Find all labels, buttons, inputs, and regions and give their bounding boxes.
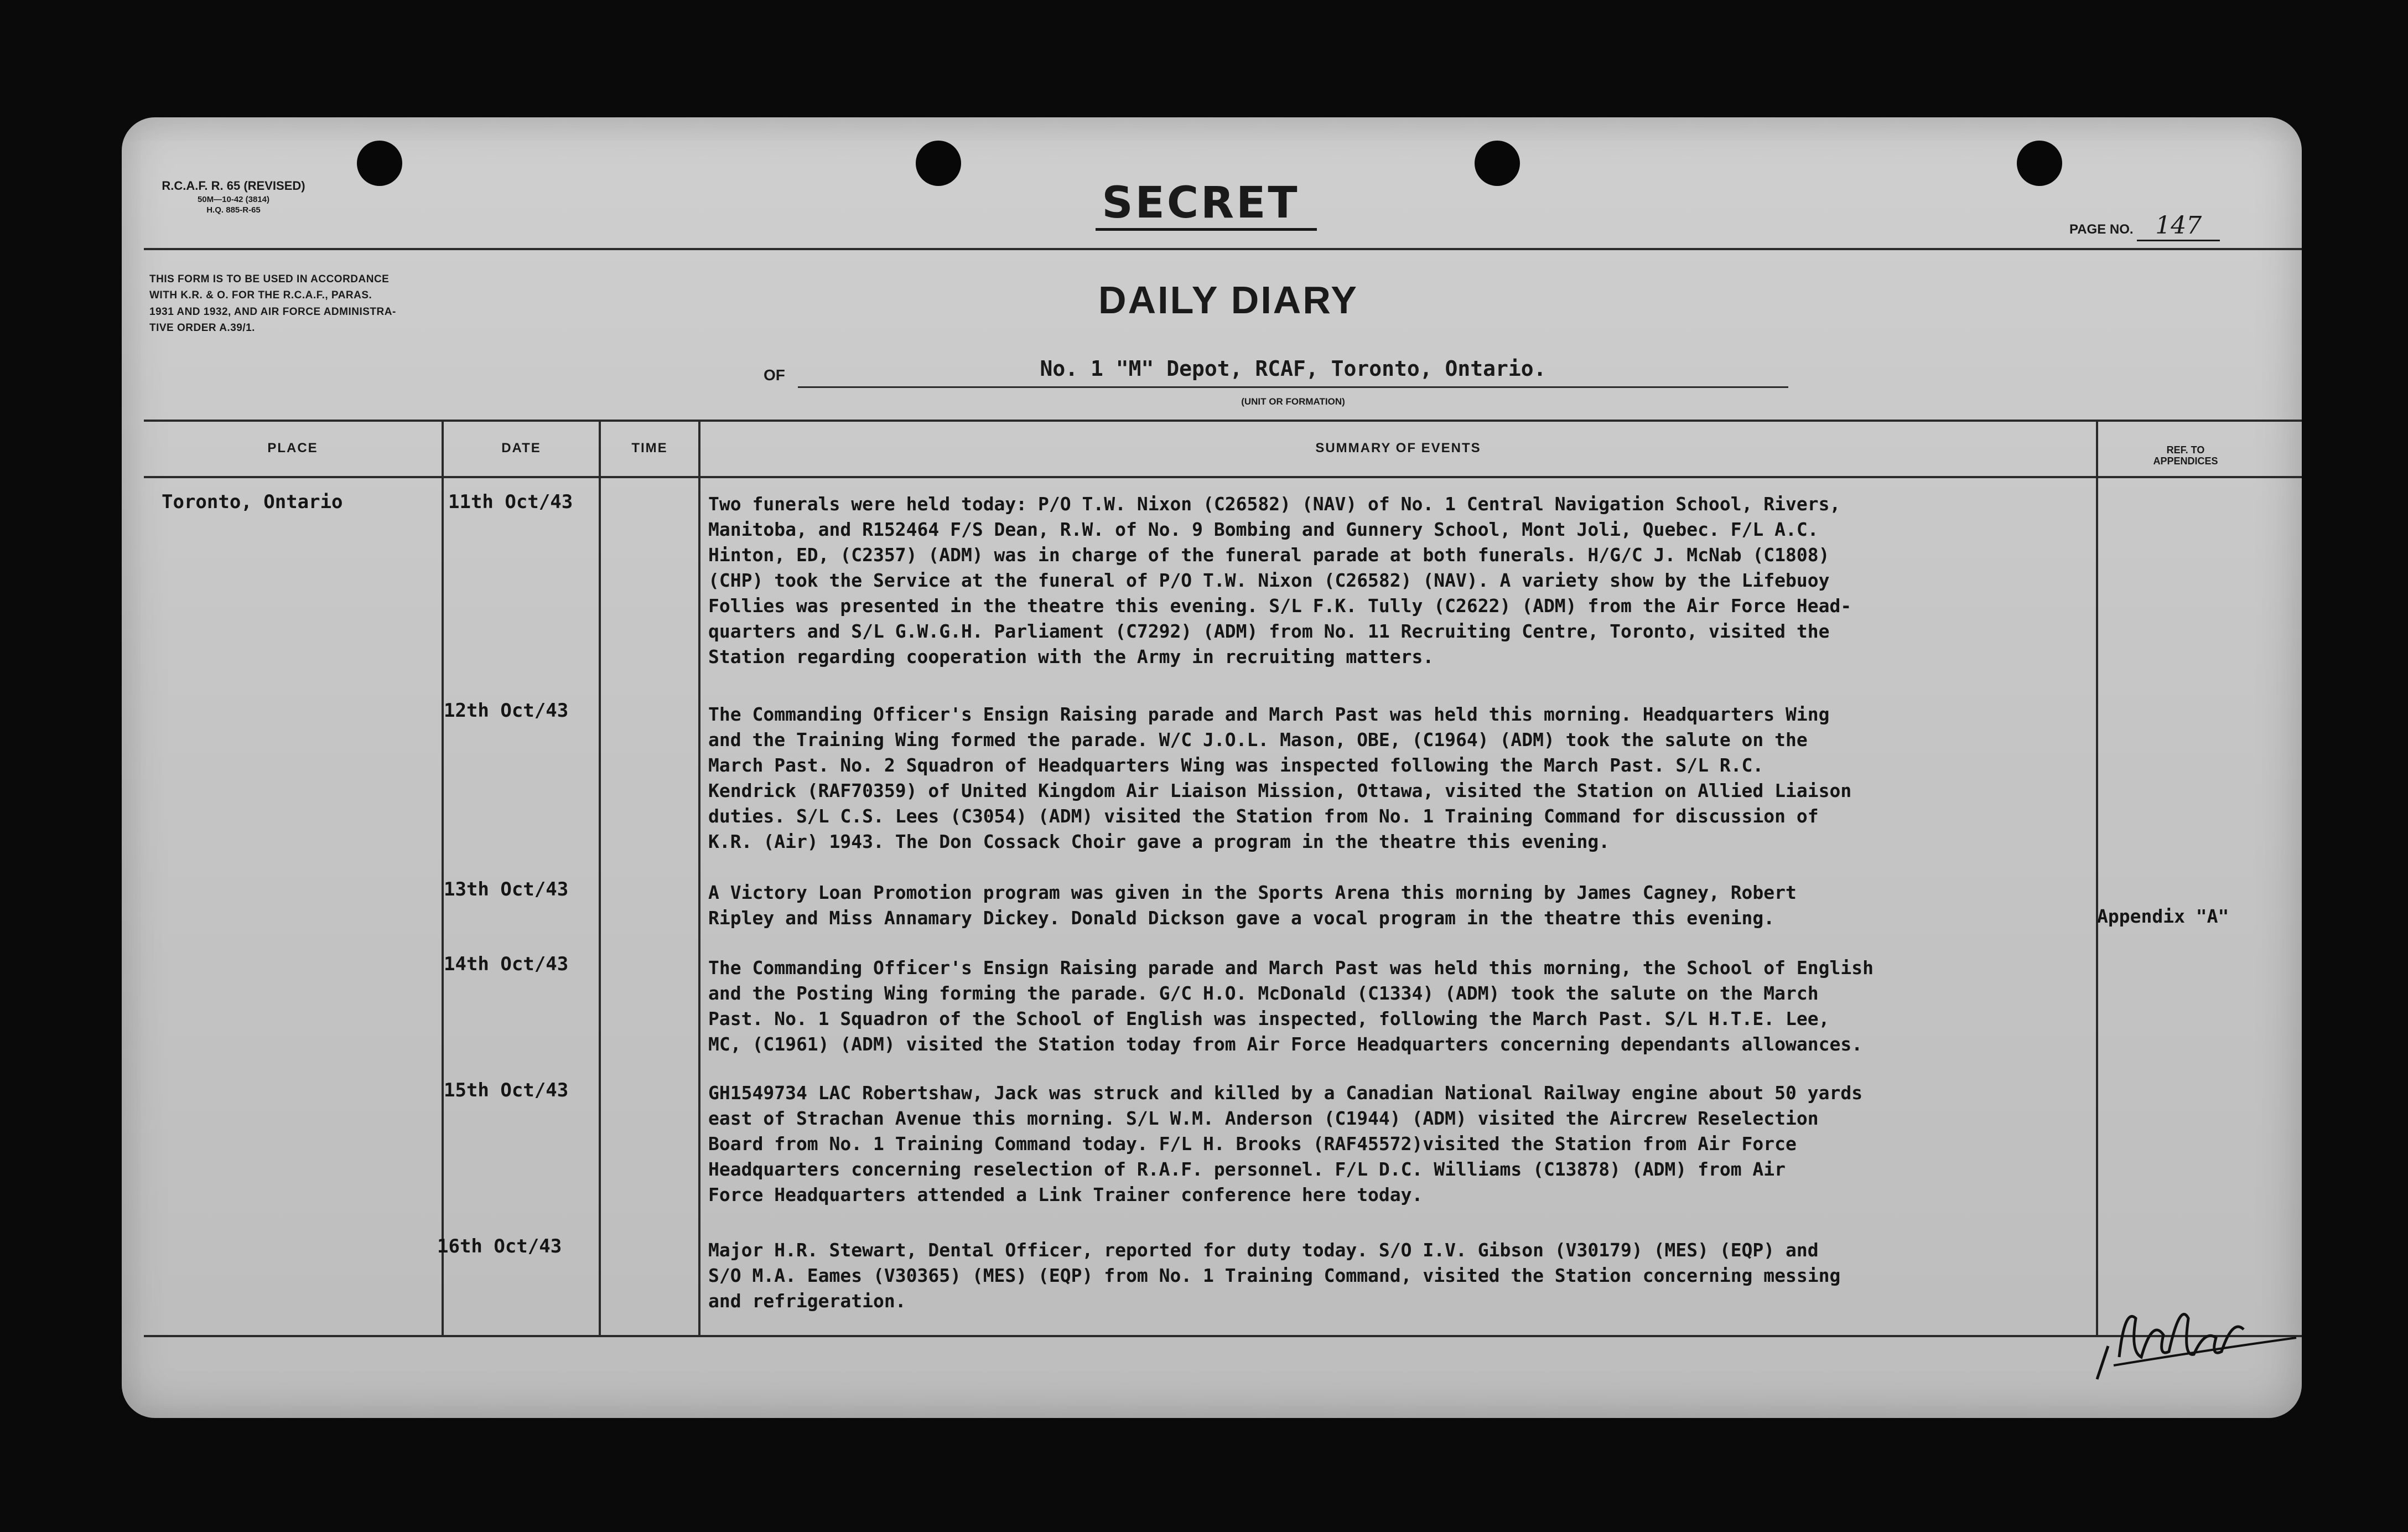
column-divider xyxy=(442,420,444,1336)
summary-line: MC, (C1961) (ADM) visited the Station today from Air Force Headquarters concerning dependants allowances. xyxy=(708,1033,1863,1055)
summary-line: Station regarding cooperation with the Army in recruiting matters. xyxy=(708,646,1434,667)
punch-hole xyxy=(1475,141,1520,186)
entry-date: 14th Oct/43 xyxy=(444,953,569,975)
summary-line: Board from No. 1 Training Command today. F/L H. Brooks (RAF45572)visited the Station from Air Force xyxy=(708,1133,1797,1155)
usage-note-line: TIVE ORDER A.39/1. xyxy=(149,322,255,334)
form-number: R.C.A.F. R. 65 (REVISED) xyxy=(162,179,305,193)
summary-line: Two funerals were held today: P/O T.W. Nixon (C26582) (NAV) of No. 1 Central Navigation School, Rivers, xyxy=(708,493,1841,515)
entry-summary xyxy=(708,1080,2097,1208)
diary-sheet xyxy=(122,117,2302,1418)
usage-note-line: WITH K.R. & O. FOR THE R.C.A.F., PARAS. xyxy=(149,289,372,302)
summary-line: and the Posting Wing forming the parade. G/C H.O. McDonald (C1334) (ADM) took the salute on the March xyxy=(708,982,1819,1004)
diary-title: DAILY DIARY xyxy=(1098,278,1358,322)
summary-line: east of Strachan Avenue this morning. S/L W.M. Anderson (C1944) (ADM) visited the Aircrew Reselection xyxy=(708,1107,1819,1129)
summary-line: (CHP) took the Service at the funeral of P/O T.W. Nixon (C26582) (NAV). A variety show by the Lifebuoy xyxy=(708,570,1830,591)
summary-line: Headquarters concerning reselection of R.A.F. personnel. F/L D.C. Williams (C13878) (ADM) from Air xyxy=(708,1158,1786,1180)
summary-line: Major H.R. Stewart, Dental Officer, reported for duty today. S/O I.V. Gibson (V30179) (MES) (EQP) and xyxy=(708,1239,1819,1261)
column-header-date: DATE xyxy=(501,441,541,456)
form-print-code: 50M—10-42 (3814) xyxy=(197,194,270,204)
summary-line: Kendrick (RAF70359) of United Kingdom Air Liaison Mission, Ottawa, visited the Station on Allied Liaison xyxy=(708,780,1852,801)
entry-date: 13th Oct/43 xyxy=(444,878,569,900)
entry-summary xyxy=(708,702,2097,855)
unit-underline xyxy=(798,386,1788,388)
appendix-reference: Appendix "A" xyxy=(2097,905,2229,927)
punch-hole xyxy=(357,141,402,186)
summary-line: The Commanding Officer's Ensign Raising parade and March Past was held this morning, the School of English xyxy=(708,957,1874,979)
column-header-appendices-line: REF. TO xyxy=(2166,444,2205,456)
entry-summary xyxy=(708,1238,2097,1314)
entry-date: 15th Oct/43 xyxy=(444,1079,569,1101)
column-header-place: PLACE xyxy=(267,441,318,456)
usage-note-line: 1931 AND 1932, AND AIR FORCE ADMINISTRA- xyxy=(149,306,396,318)
summary-line: Past. No. 1 Squadron of the School of English was inspected, following the March Past. S/L H.T.E. Lee, xyxy=(708,1008,1830,1029)
column-header-time: TIME xyxy=(631,441,668,456)
unit-of-label: OF xyxy=(764,366,785,384)
column-header-appendices-line: APPENDICES xyxy=(2153,455,2218,467)
form-reference xyxy=(162,178,305,216)
usage-note-line: THIS FORM IS TO BE USED IN ACCORDANCE xyxy=(149,273,390,285)
summary-line: K.R. (Air) 1943. The Don Cossack Choir gave a program in the theatre this evening. xyxy=(708,831,1610,852)
entry-date: 11th Oct/43 xyxy=(448,491,573,513)
summary-line: The Commanding Officer's Ensign Raising parade and March Past was held this morning. Headquarters Wing xyxy=(708,703,1830,725)
column-divider xyxy=(698,420,700,1336)
place-value: Toronto, Ontario xyxy=(162,491,343,513)
summary-line: S/O M.A. Eames (V30365) (MES) (EQP) from No. 1 Training Command, visited the Station concerning messing xyxy=(708,1265,1841,1286)
column-header-appendices xyxy=(2097,445,2274,467)
entry-date: 16th Oct/43 xyxy=(437,1235,562,1257)
entry-summary xyxy=(708,491,2097,670)
form-hq-code: H.Q. 885-R-65 xyxy=(206,205,261,215)
summary-line: and refrigeration. xyxy=(708,1290,906,1312)
summary-line: Ripley and Miss Annamary Dickey. Donald Dickson gave a vocal program in the theatre this evening. xyxy=(708,907,1775,929)
summary-line: duties. S/L C.S. Lees (C3054) (ADM) visited the Station from No. 1 Training Command for discussion of xyxy=(708,805,1819,827)
summary-line: Manitoba, and R152464 F/S Dean, R.W. of No. 9 Bombing and Gunnery School, Mont Joli, Quebec. F/L A.C. xyxy=(708,519,1819,540)
summary-line: March Past. No. 2 Squadron of Headquarters Wing was inspected following the March Past. S/L R.C. xyxy=(708,754,1764,776)
entry-date: 12th Oct/43 xyxy=(444,700,569,722)
divider xyxy=(144,248,2302,250)
column-header-summary: SUMMARY OF EVENTS xyxy=(1315,441,1481,456)
classification-heading: SECRET xyxy=(1102,178,1300,228)
summary-line: Force Headquarters attended a Link Trainer conference here today. xyxy=(708,1184,1423,1205)
unit-caption: (UNIT OR FORMATION) xyxy=(1241,396,1345,407)
entry-summary xyxy=(708,955,2097,1057)
summary-line: quarters and S/L G.W.G.H. Parliament (C7292) (ADM) from No. 11 Recruiting Centre, Toronto, visited the xyxy=(708,620,1830,642)
handwritten-signature xyxy=(2086,1285,2318,1385)
summary-line: A Victory Loan Promotion program was given in the Sports Arena this morning by James Cagney, Robert xyxy=(708,882,1797,903)
summary-line: Follies was presented in the theatre this evening. S/L F.K. Tully (C2622) (ADM) from the Air Force Head- xyxy=(708,595,1852,617)
table-bottom-rule xyxy=(144,1335,2302,1337)
summary-line: Hinton, ED, (C2357) (ADM) was in charge of the funeral parade at both funerals. H/G/C J. McNab (C1808) xyxy=(708,544,1830,566)
page-number-value: 147 xyxy=(2137,211,2220,241)
column-divider xyxy=(599,420,601,1336)
page-number-label: PAGE NO. xyxy=(2069,222,2134,237)
summary-line: GH1549734 LAC Robertshaw, Jack was struck and killed by a Canadian National Railway engine about 50 yards xyxy=(708,1082,1863,1104)
unit-name: No. 1 "M" Depot, RCAF, Toronto, Ontario. xyxy=(1040,356,1546,381)
classification-underline xyxy=(1096,228,1317,231)
page-number-field xyxy=(2069,211,2220,241)
punch-hole xyxy=(2017,141,2062,186)
usage-note xyxy=(149,271,548,337)
column-header-rule xyxy=(144,476,2302,478)
table-top-rule xyxy=(144,420,2302,422)
entry-summary xyxy=(708,880,2097,931)
summary-line: and the Training Wing formed the parade. W/C J.O.L. Mason, OBE, (C1964) (ADM) took the salute on the xyxy=(708,729,1808,751)
